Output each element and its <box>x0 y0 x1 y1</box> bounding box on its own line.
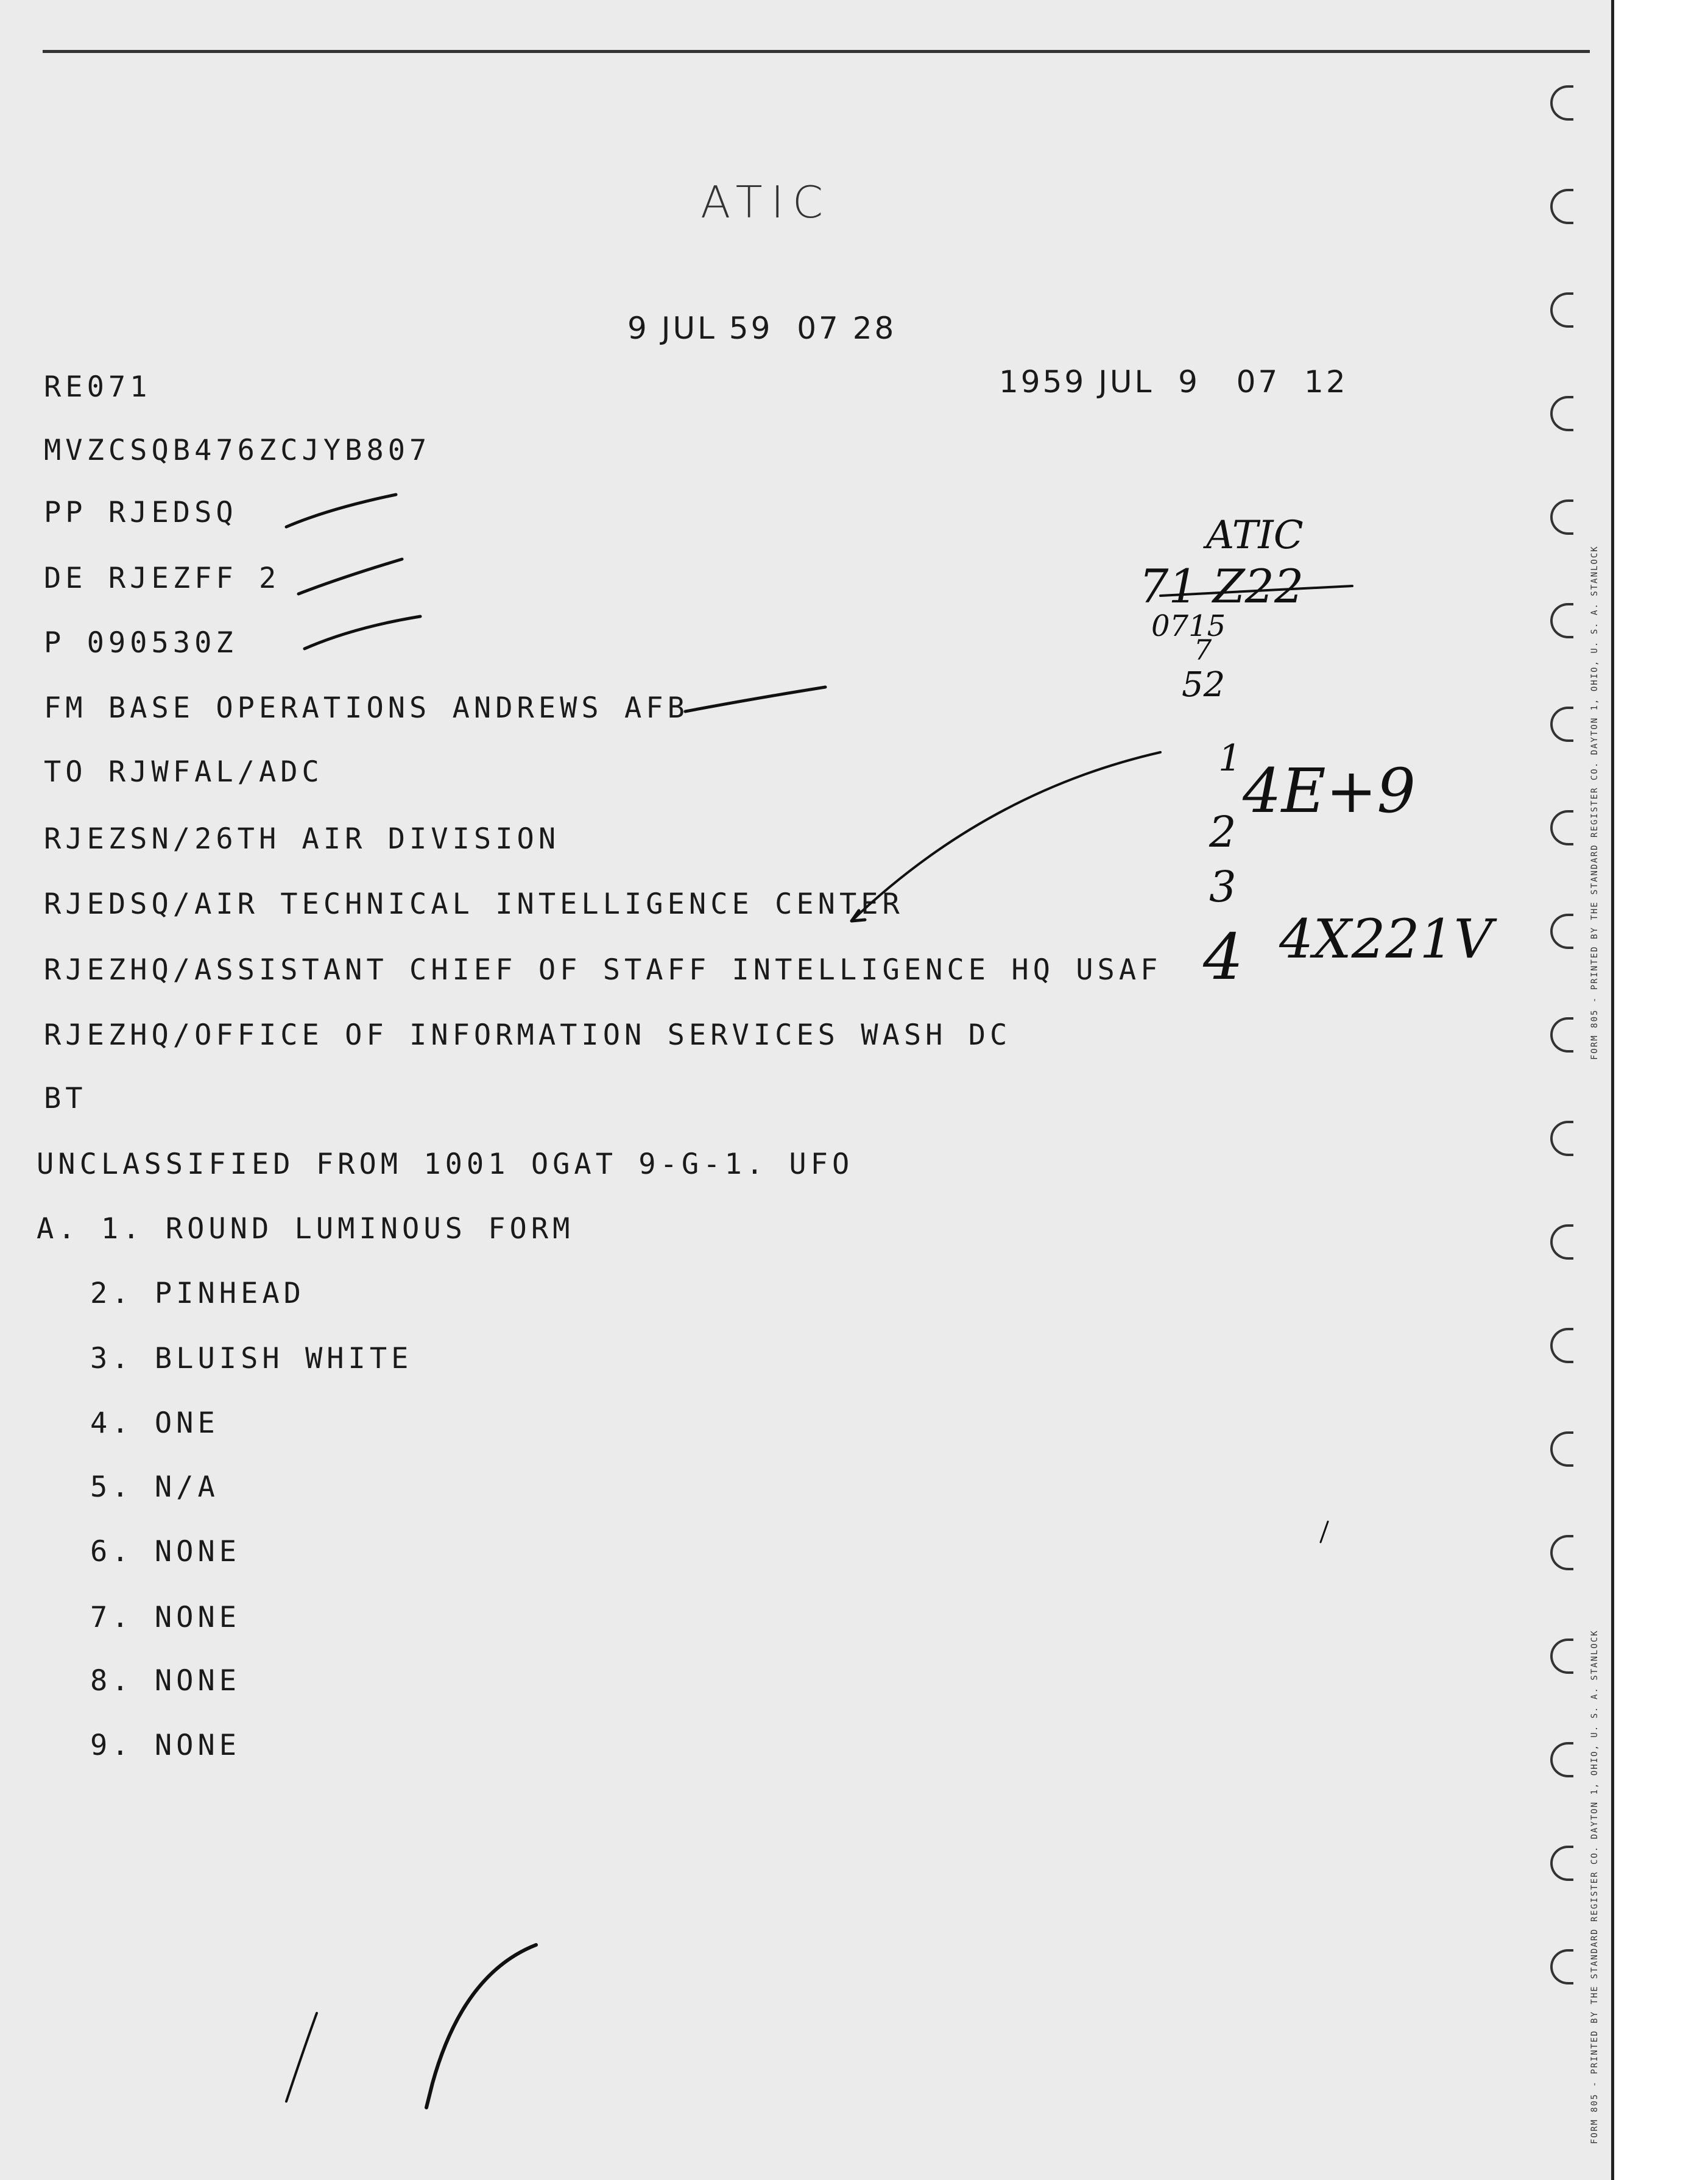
pen-tick <box>286 495 396 527</box>
handwritten-list-number: 2 <box>1209 807 1237 857</box>
header-line: RJEDSQ/AIR TECHNICAL INTELLIGENCE CENTER <box>44 887 904 921</box>
printer-imprint: FORM 805 - PRINTED BY THE STANDARD REGISTER CO. DAYTON 1, OHIO, U. S. A. STANLOCK <box>1590 545 1600 1060</box>
pen-tick <box>298 559 402 594</box>
item-line: 4. ONE <box>90 1406 219 1440</box>
feed-hole <box>1550 1224 1573 1260</box>
header-line: TO RJWFAL/ADC <box>44 755 323 789</box>
item-line: 8. NONE <box>90 1664 241 1698</box>
header-line: P 090530Z <box>44 626 238 660</box>
header-line: RJEZSN/26TH AIR DIVISION <box>44 822 560 856</box>
header-line: RJEZHQ/OFFICE OF INFORMATION SERVICES WASH DC <box>44 1018 1012 1052</box>
item-line: 9. NONE <box>90 1729 241 1762</box>
feed-hole <box>1550 85 1573 121</box>
header-line: MVZCSQB476ZCJYB807 <box>44 434 431 467</box>
pen-tick <box>685 687 825 711</box>
header-line: FM BASE OPERATIONS ANDREWS AFB <box>44 691 689 725</box>
pen-tick <box>305 616 420 649</box>
feed-hole <box>1550 1846 1573 1881</box>
handwritten-number: 52 <box>1182 665 1226 705</box>
header-line: RJEZHQ/ASSISTANT CHIEF OF STAFF INTELLIGENCE HQ USAF <box>44 953 1162 987</box>
feed-hole <box>1550 1121 1573 1156</box>
atic-stamp: ATIC <box>700 177 832 228</box>
feed-hole <box>1550 189 1573 224</box>
item-line: 7. NONE <box>90 1601 241 1634</box>
feed-holes <box>1550 85 1587 1974</box>
handwritten-list-number: 3 <box>1209 862 1237 912</box>
pen-mark <box>1160 586 1352 596</box>
feed-hole <box>1550 707 1573 742</box>
feed-hole <box>1550 1017 1573 1053</box>
pen-mark <box>1321 1522 1328 1542</box>
subject-line: UNCLASSIFIED FROM 1001 OGAT 9-G-1. UFO <box>37 1148 854 1181</box>
item-line: 2. PINHEAD <box>90 1277 305 1310</box>
header-line: RE071 <box>44 370 152 404</box>
feed-hole <box>1550 1742 1573 1777</box>
pen-tick <box>852 752 1160 921</box>
header-line: DE RJEZFF 2 <box>44 562 281 595</box>
pen-mark <box>286 2013 317 2101</box>
item-line: 5. N/A <box>90 1470 219 1504</box>
handwritten-list-number: 4 <box>1203 920 1244 994</box>
feed-hole <box>1550 292 1573 328</box>
header-line: BT <box>44 1082 87 1115</box>
handwritten-list-number: 1 <box>1218 737 1242 780</box>
feed-hole <box>1550 603 1573 638</box>
feed-hole <box>1550 499 1573 535</box>
handwritten-code: 71 Z22 <box>1139 559 1304 613</box>
handwritten-note: 4E+9 <box>1243 755 1416 827</box>
transmitted-timestamp: 1959 JUL 9 07 12 <box>999 364 1348 400</box>
item-line: A. 1. ROUND LUMINOUS FORM <box>37 1212 574 1246</box>
feed-hole <box>1550 1535 1573 1570</box>
feed-hole <box>1550 810 1573 845</box>
handwritten-time: 0715 <box>1151 609 1226 643</box>
feed-hole <box>1550 1328 1573 1363</box>
item-line: 3. BLUISH WHITE <box>90 1342 413 1375</box>
header-line: PP RJEDSQ <box>44 496 238 529</box>
received-timestamp: 9 JUL 59 07 28 <box>627 311 897 346</box>
handwritten-note: 4X221V <box>1279 908 1493 970</box>
feed-hole <box>1550 1431 1573 1467</box>
pen-mark <box>426 1945 536 2108</box>
handwritten-number: 7 <box>1194 633 1212 666</box>
feed-hole <box>1550 396 1573 431</box>
feed-hole <box>1550 1639 1573 1674</box>
handwritten-agency: ATIC <box>1206 513 1304 558</box>
feed-hole <box>1550 914 1573 949</box>
printer-imprint: FORM 805 - PRINTED BY THE STANDARD REGISTER CO. DAYTON 1, OHIO, U. S. A. STANLOCK <box>1590 1629 1600 2144</box>
item-line: 6. NONE <box>90 1535 241 1568</box>
